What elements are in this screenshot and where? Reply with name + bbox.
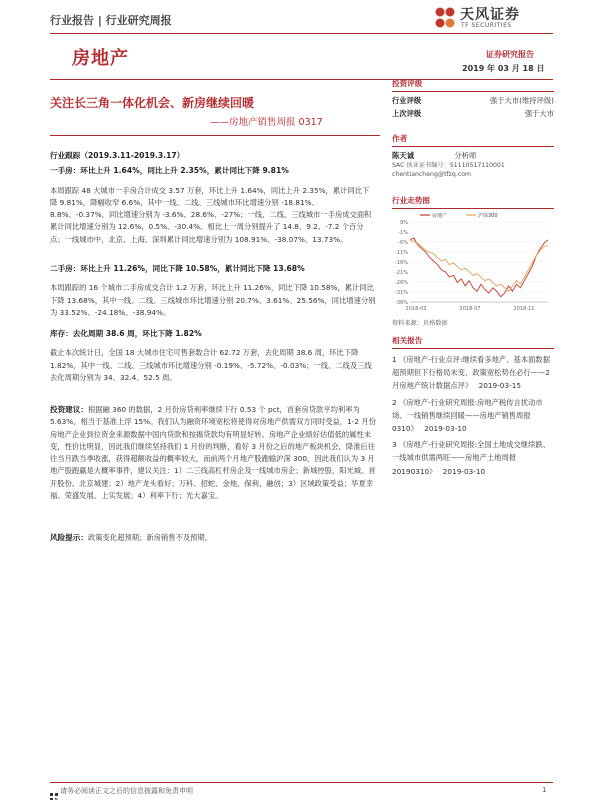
company-logo [432,4,552,34]
related-report-date: 2019-03-10 [424,424,467,434]
report-title: 关注长三角一体化机会、新房继续回暖 [50,96,255,110]
new-home-body: 本周跟踪 48 大城市一手房合计成交 3.57 万套，环比上升 1.64%，同比上升 2.35%，累计同比下降 9.81%，降幅收窄 6.6%，其中一线、二线、三线城市环比增速分别 -18.81%、8.8%、-0.37%，同比增速分别为 -3.6%、28.6%、-27%；一线、二线、三线城市一手房成交面积累计同比增速分别为 12.6%、0.5%、-30.4%。相比上一周分别提升了 14.8、9.2、-7.2 个百分点；一线城市中，北京、上海、深圳累计同比增速分别为 108.91%、-38.07%、13.73%。 [50,185,372,244]
second-home-section [50,263,376,319]
author-name: 陈天诚 [392,151,415,160]
y-tick-label: -11% [395,250,408,256]
y-tick-label: -16% [395,260,408,266]
footer-disclaimer: 请务必阅读正文之后的信息披露和免责申明 [60,787,193,795]
related-report-title: 1 《房地产-行业点评:继续看多地产、基本面数据超预期但下行格局未变、政策宽松势在必行——2 月房地产统计数据点评》 [392,355,550,391]
rating-key: 行业评级 [392,96,422,105]
logo-text-cn: 天风证券 [460,7,520,23]
x-tick-label: 2018-07 [459,306,481,312]
logo-text-en: TF SECURITIES [461,22,512,29]
related-report[interactable] [392,353,554,393]
report-subtitle: ——房地产销售周报 0317 [210,117,323,128]
rating-row [392,107,554,120]
related-report-title: 2 《房地产-行业研究周报:房地产税传言扰动市场、一线销售继续回暖——房地产销售周报 0310》 [392,397,543,434]
risk-section [50,532,376,544]
header-divider [50,33,553,34]
legend-label: 房地产 [432,213,448,219]
rating-value: 强于大市(维持评级) [489,96,554,105]
qr-code-icon [50,786,58,794]
sector-title: 房地产 [72,48,129,69]
tracking-section [50,150,376,246]
risk-body: 政策变化超预期；新房销售不及预期。 [87,533,213,542]
advice-body: 根据融 360 的数据，2 月份房贷利率继续下行 0.53 个 pct，首套房贷款平均利率为 5.63%，相当于基准上浮 15%。我们认为融资环境宽松将使得对房地产供需双方同时受益，1-2 月份房地产企业到位资金来源数据中国内贷款和按揭贷款均有明显好转。房地产企业绩好估值低的属性未变，性价比明显，因此我们继续坚持我们 1 月份的判断，看好 3 月份之后的地产板块机会，降准后往往当月跌当季收涨，获得超额收益的概率较大，而前两个月地产股跑输沪深 300，因此我们认为 3 月地产股跑赢是大概率事件，建议关注：1）二三线高杠杆房企及一线城市房企；新城控股、阳光城、首开股份、北京城建；2）地产龙头看好；万科、招蛇、金地、保利、融创；3）区域政策受益；华夏幸福、荣盛发展、上实发展；4）利率下行；光大嘉宝。 [50,405,376,501]
rating-value: 强于大市 [524,109,554,118]
y-tick-label: 9% [400,220,408,226]
related-report[interactable] [392,438,554,478]
summary-divider [50,135,380,136]
related-report-date: 2019-03-10 [442,466,486,476]
legend-label: 沪深300 [478,213,498,219]
risk-label: 风险提示： [50,533,88,542]
inventory-heading: 库存：去化周期 38.6 周，环比下降 1.82% [50,329,202,338]
trend-heading: 行业走势图 [392,195,554,209]
inventory-body: 截止本次统计日，全国 18 大城市住宅可售套数合计 62.72 万套，去化周期 38.6 周，环比下降 1.82%，其中一线、二线、三线城市环比增速分别 -0.19%、-5.72%、-0.03%；一线、二线及三线去化周期分别为 34、32.4、52.5 周。 [50,348,372,382]
report-date: 2019 年 03 月 18 日 [462,64,545,73]
series-line-1 [410,240,548,291]
related-heading: 相关报告 [392,335,554,349]
report-category: 行业报告 | 行业研究周报 [50,14,172,27]
rating-key: 上次评级 [392,109,422,118]
tf-logo-icon [432,4,458,32]
author-email[interactable]: chentiancheng@tfzq.com [392,171,472,178]
chart-source: 资料来源：贝格数据 [392,320,448,327]
related-block [392,335,554,478]
trend-block [392,195,554,209]
x-tick-label: 2018-11 [513,306,535,312]
rating-row [392,94,554,107]
x-tick-label: 2018-03 [405,306,427,312]
related-report-date: 2019-03-15 [478,381,521,391]
rating-heading: 投资评级 [392,78,554,92]
y-tick-label: -21% [395,270,408,276]
advice-label: 投资建议： [50,405,88,414]
page-number: 1 [542,786,547,794]
author-title: 分析师 [454,151,477,160]
series-line-0 [410,238,548,297]
y-tick-label: -1% [398,230,408,236]
y-tick-label: -31% [395,290,408,296]
advice-section [50,404,376,502]
inventory-section [50,328,376,384]
author-cert: SAC 执业证书编号：S1110517110001 [392,162,505,169]
rating-block [392,78,554,120]
second-home-body: 本周跟踪的 16 个城市二手房成交合计 1.2 万套，环比上升 11.26%，同比下降 10.58%，累计同比下降 13.68%，其中一线、二线、三线城市环比增速分别 20.7%、3.61%、25.56%，同比增速分别为 33.52%、-24.18%、-38.94%。 [50,283,376,317]
new-home-heading: 一手房：环比上升 1.64%，同比上升 2.35%，累计同比下降 9.81% [50,166,289,176]
y-tick-label: -36% [395,300,408,306]
footer-divider [50,782,553,783]
author-heading: 作者 [392,133,554,147]
y-tick-label: -6% [398,240,408,246]
tracking-title: 行业跟踪（2019.3.11-2019.3.17） [50,151,185,160]
y-tick-label: -26% [395,280,408,286]
trend-chart [392,210,554,316]
related-report-title: 3 《房地产-行业研究周报:全国土地成交继续跌、一线城市供需两旺——房地产土地周报 20190310》 [392,440,550,476]
report-type: 证券研究报告 [486,50,534,59]
second-home-heading: 二手房：环比上升 11.26%，同比下降 10.58%，累计同比下降 13.68% [50,264,305,273]
author-block [392,133,554,179]
related-report[interactable] [392,396,554,436]
